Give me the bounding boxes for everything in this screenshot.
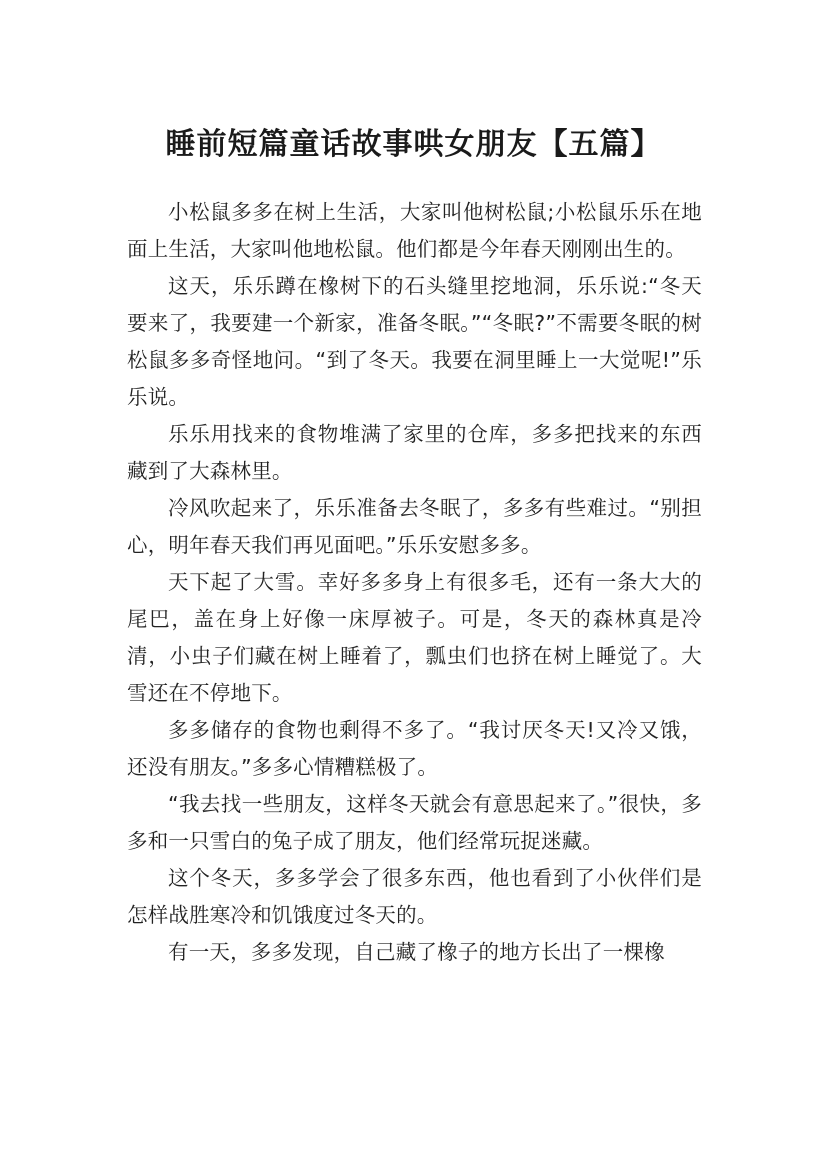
page-title: 睡前短篇童话故事哄女朋友【五篇】 xyxy=(165,127,662,163)
paragraph-6: 多多储存的食物也剩得不多了。“我讨厌冬天!又冷又饿，还没有朋友。”多多心情糟糕极了。 xyxy=(127,718,702,779)
paragraph-3: 乐乐用找来的食物堆满了家里的仓库，多多把找来的东西藏到了大森林里。 xyxy=(127,422,702,483)
story-body xyxy=(127,194,702,971)
paragraph-4: 冷风吹起来了，乐乐准备去冬眠了，多多有些难过。“别担心，明年春天我们再见面吧。”乐乐安慰多多。 xyxy=(127,496,702,557)
paragraph-9: 有一天，多多发现，自己藏了橡子的地方长出了一棵橡 xyxy=(168,940,665,964)
paragraph-8: 这个冬天，多多学会了很多东西，他也看到了小伙伴们是怎样战胜寒冷和饥饿度过冬天的。 xyxy=(127,866,702,927)
paragraph-5: 天下起了大雪。幸好多多身上有很多毛，还有一条大大的尾巴，盖在身上好像一床厚被子。可是，冬天的森林真是冷清，小虫子们藏在树上睡着了，瓢虫们也挤在树上睡觉了。大雪还在不停地下。 xyxy=(127,570,702,705)
paragraph-7: “我去找一些朋友，这样冬天就会有意思起来了。”很快，多多和一只雪白的兔子成了朋友，他们经常玩捉迷藏。 xyxy=(127,792,702,853)
paragraph-1: 小松鼠多多在树上生活，大家叫他树松鼠;小松鼠乐乐在地面上生活，大家叫他地松鼠。他们都是今年春天刚刚出生的。 xyxy=(127,200,702,261)
paragraph-2: 这天，乐乐蹲在橡树下的石头缝里挖地洞，乐乐说:“冬天要来了，我要建一个新家，准备冬眠。”“冬眠?”不需要冬眠的树松鼠多多奇怪地问。“到了冬天。我要在洞里睡上一大觉呢!”乐乐说。 xyxy=(127,274,702,409)
